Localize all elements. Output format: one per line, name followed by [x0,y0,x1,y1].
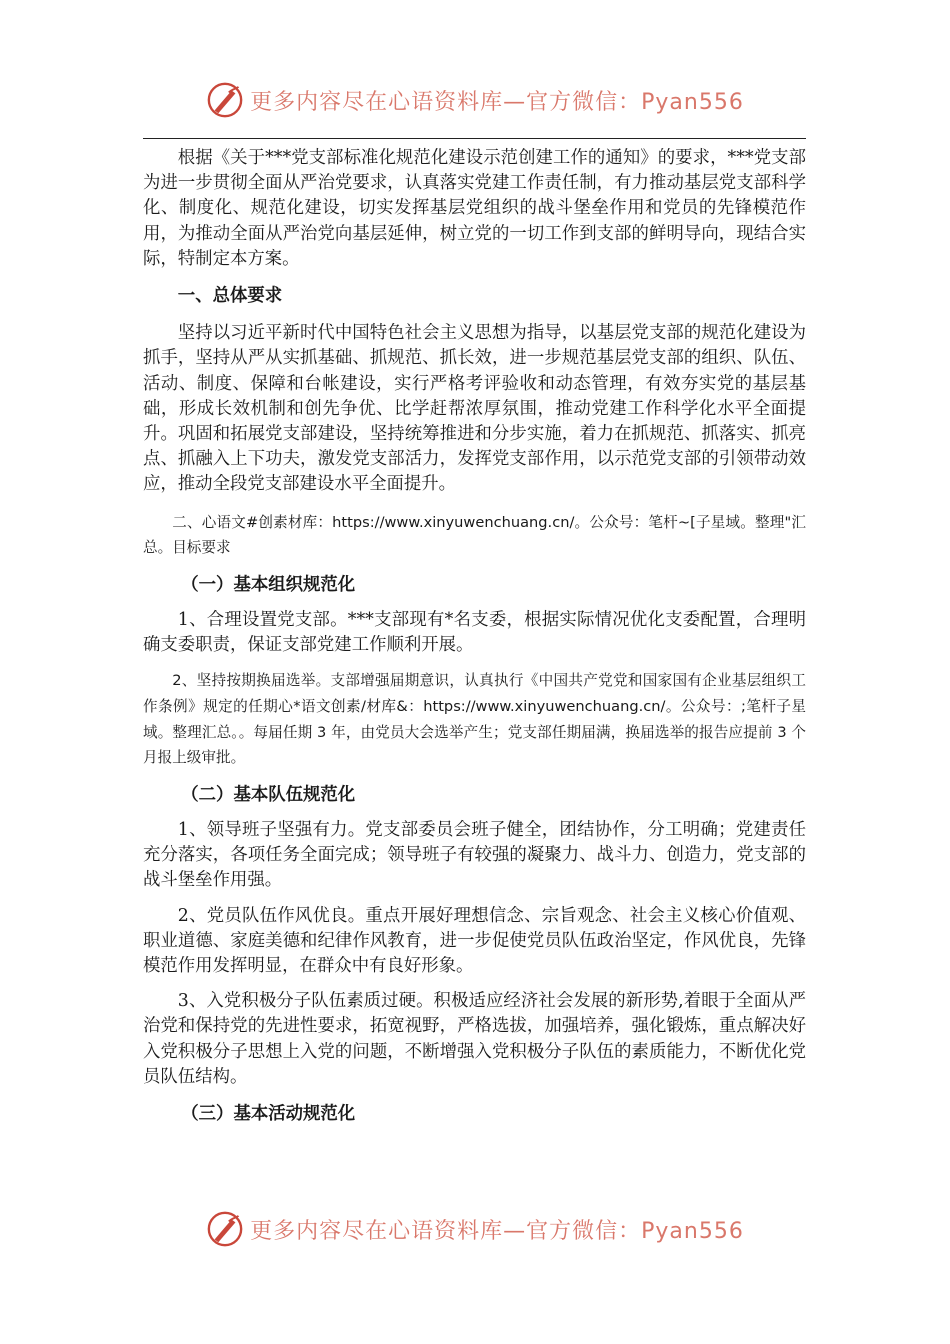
header-banner-text: 更多内容尽在心语资料库—官方微信：Pyan556 [250,89,744,115]
subsection-2-heading: （二）基本队伍规范化 [181,784,356,805]
subsection-2-item-3: 3、入党积极分子队伍素质过硬。积极适应经济社会发展的新形势,着眼于全面从严治党和保持党的先进性要求，拓宽视野，严格选拔，加强培养，强化锻炼，重点解决好入党积极分子思想上入党的问题，不断增强入党积极分子队伍的素质能力，不断优化党员队伍结构。 [143,991,806,1087]
section-2-heading: 二、心语文#创素材库：https://www.xinyuwenchuang.cn/。公众号：笔杆~[子星域。整理"汇总。目标要求 [143,513,806,557]
header-banner [0,78,950,122]
footer-banner-text: 更多内容尽在心语资料库—官方微信：Pyan556 [250,1218,744,1244]
section-1-body: 坚持以习近平新时代中国特色社会主义思想为指导，以基层党支部的规范化建设为抓手，坚持从严从实抓基础、抓规范、抓长效，进一步规范基层党支部的组织、队伍、活动、制度、保障和台帐建设，实行严格考评验收和动态管理，有效夯实党的基层基础，形成长效机制和创先争优、比学赶帮浓厚氛围，推动党建工作科学化水平全面提升。巩固和拓展党支部建设，坚持统筹推进和分步实施，着力在抓规范、抓落实、抓亮点、抓融入上下功夫，激发党支部活力，发挥党支部作用，以示范党支部的引领带动效应，推动全段党支部建设水平全面提升。 [143,323,806,495]
pen-nib-logo-icon [206,81,244,119]
subsection-2-item-2: 2、党员队伍作风优良。重点开展好理想信念、宗旨观念、社会主义核心价值观、职业道德、家庭美德和纪律作风教育，进一步促使党员队伍政治坚定，作风优良，先锋模范作用发挥明显，在群众中有良好形象。 [143,905,806,977]
subsection-3-heading: （三）基本活动规范化 [181,1104,356,1125]
intro-paragraph: 根据《关于***党支部标准化规范化建设示范创建工作的通知》的要求，***党支部为进一步贯彻全面从严治党要求，认真落实党建工作责任制，有力推动基层党支部科学化、制度化、规范化建设，切实发挥基层党组织的战斗堡垒作用和党员的先锋模范作用，为推动全面从严治党向基层延伸，树立党的一切工作到支部的鲜明导向，现结合实际，特制定本方案。 [143,148,806,269]
subsection-2-item-1: 1、领导班子坚强有力。党支部委员会班子健全，团结协作，分工明确；党建责任充分落实，各项任务全面完成；领导班子有较强的凝聚力、战斗力、创造力，党支部的战斗堡垒作用强。 [143,820,806,891]
section-1-heading: 一、总体要求 [177,286,283,307]
subsection-1-heading: （一）基本组织规范化 [181,574,356,595]
document-body [143,146,806,1127]
subsection-1-item-2: 2、坚持按期换届选举。支部增强届期意识，认真执行《中国共产党党和国家国有企业基层组织工作条例》规定的任期心*语文创素/材库&：https://www.xinyuwenchuang.cn/。公众号：;笔杆子星域。整理汇总。。每届任期 3 年，由党员大会选举产生；党支部任期届满，换届选举的报告应提前 3 个月报上级审批。 [143,672,806,767]
header-divider [143,138,806,139]
pen-nib-logo-icon [206,1210,244,1248]
subsection-1-item-1: 1、合理设置党支部。***支部现有*名支委，根据实际情况优化支委配置，合理明确支委职责，保证支部党建工作顺利开展。 [143,610,806,656]
footer-banner [0,1207,950,1251]
